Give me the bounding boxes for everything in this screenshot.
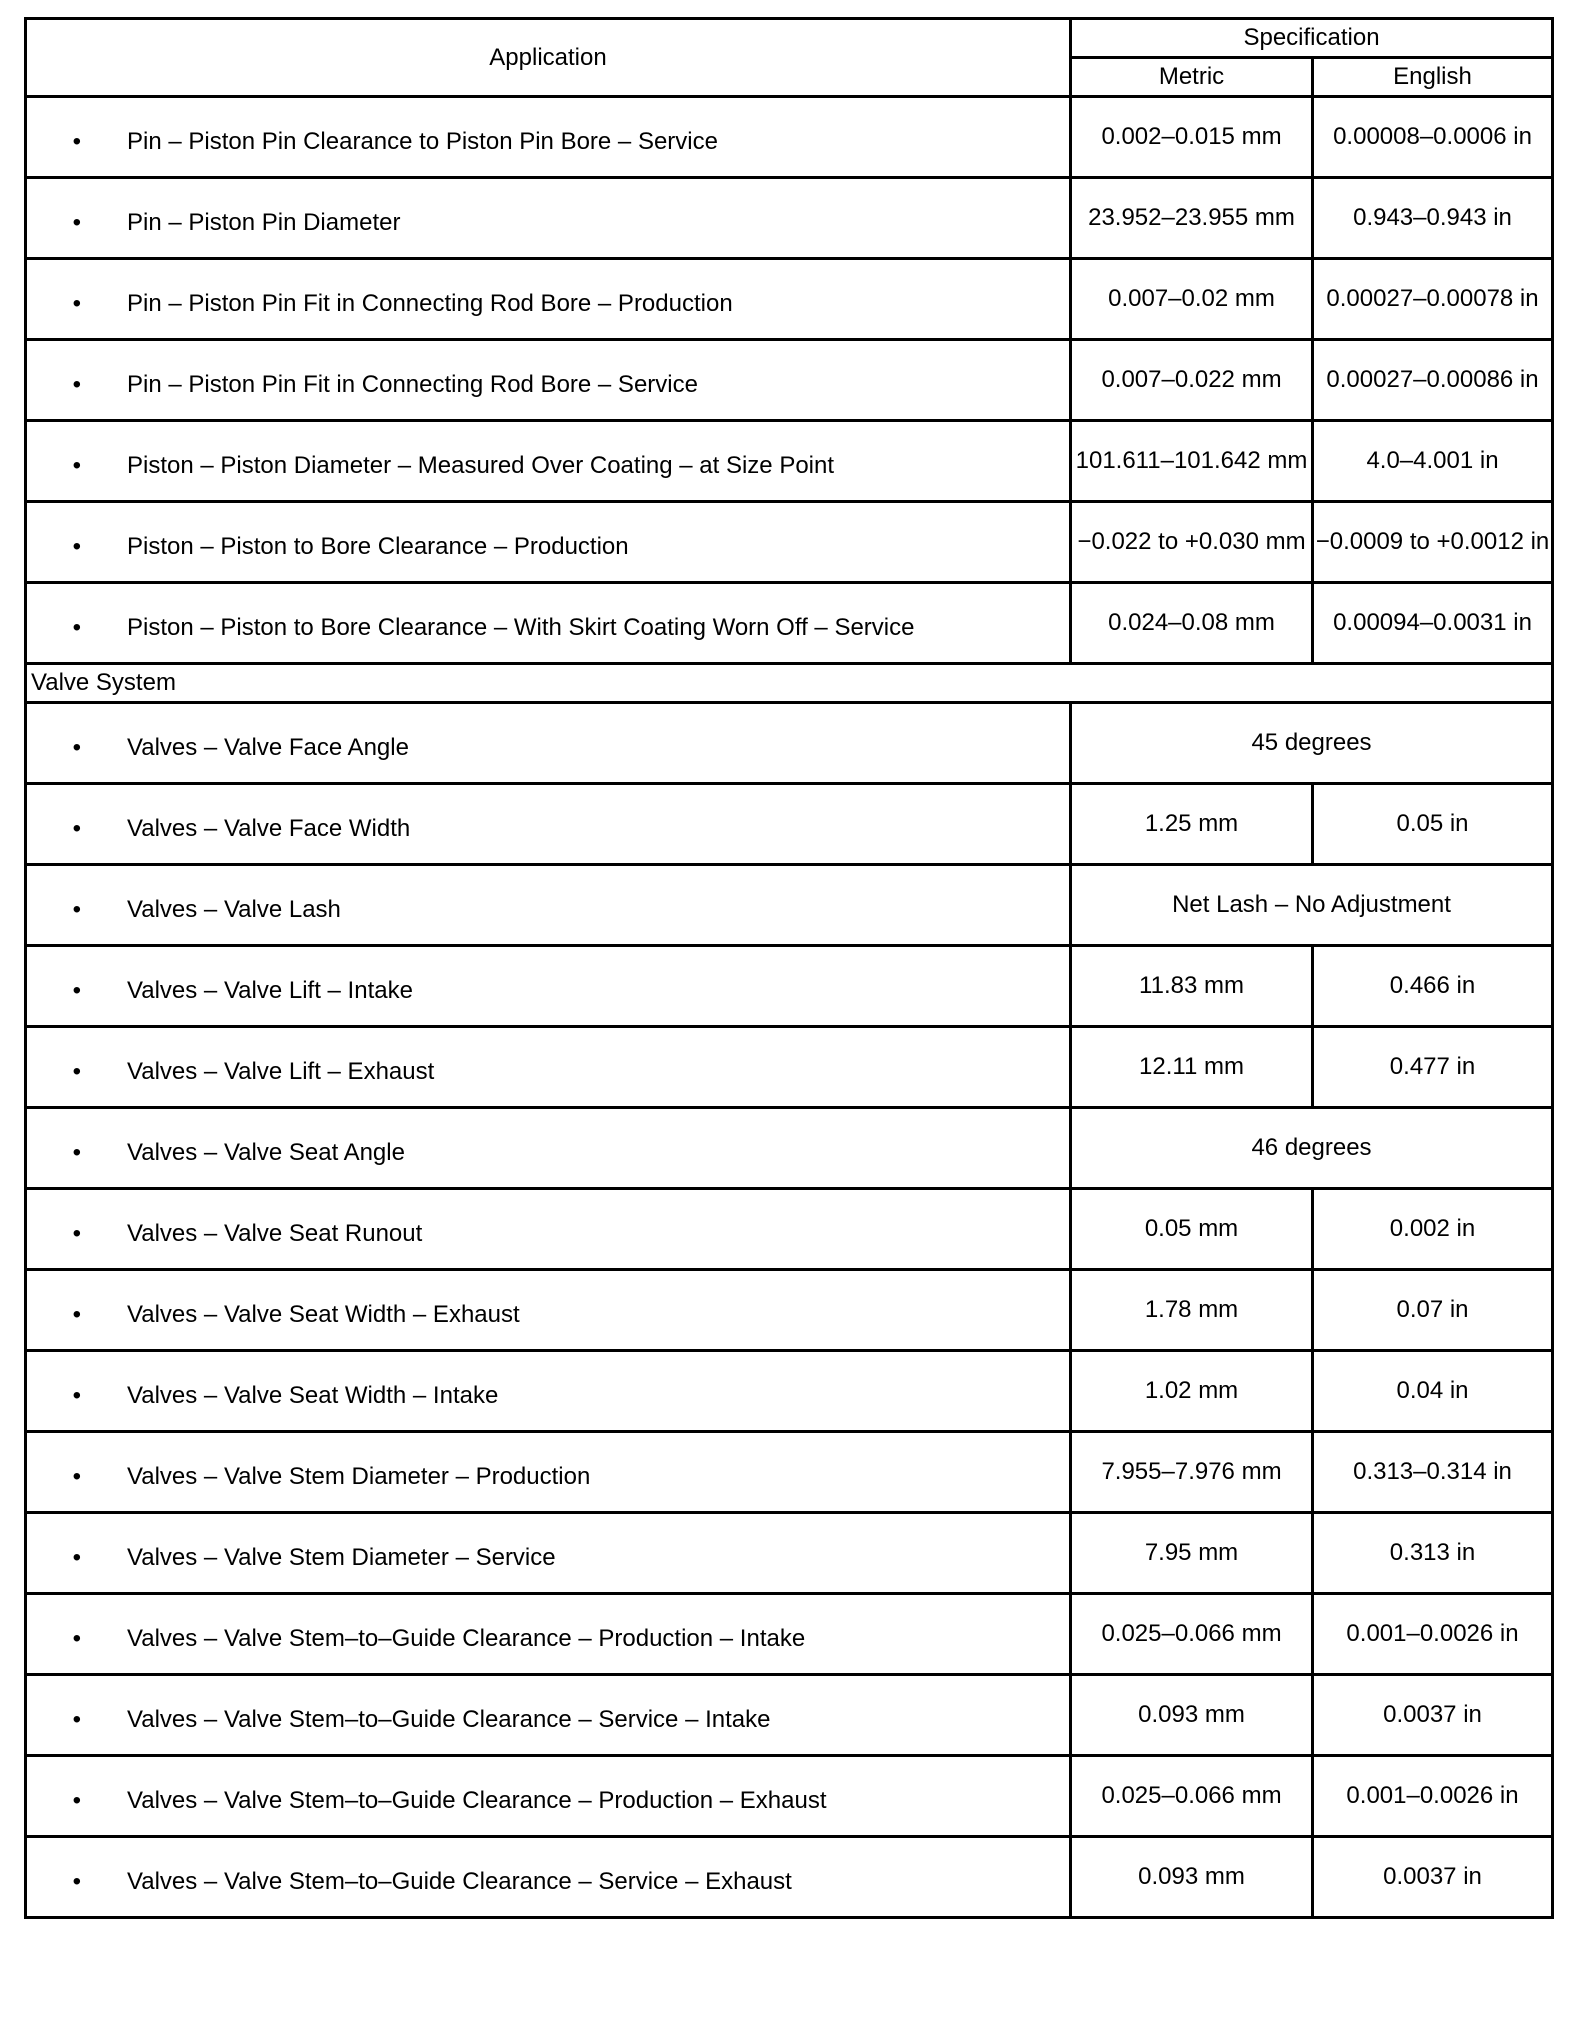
english-cell: 0.002 in (1313, 1189, 1553, 1270)
table-row (26, 1594, 1553, 1675)
application-text: Piston – Piston to Bore Clearance – Production (127, 533, 629, 560)
application-cell (26, 502, 1071, 583)
table-row (26, 1756, 1553, 1837)
metric-cell: 1.25 mm (1071, 784, 1313, 865)
table-row (26, 259, 1553, 340)
section-title-valve-system: Valve System (26, 664, 1553, 703)
english-header: English (1313, 58, 1553, 97)
metric-header: Metric (1071, 58, 1313, 97)
bullet-icon: • (72, 1301, 81, 1328)
table-row (26, 1189, 1553, 1270)
application-text: Pin – Piston Pin Diameter (127, 209, 401, 236)
valve-rows (26, 703, 1553, 1918)
table-row (26, 865, 1553, 946)
application-text: Valves – Valve Lash (127, 896, 341, 923)
bullet-icon: • (72, 1058, 81, 1085)
application-text: Valves – Valve Seat Runout (127, 1220, 423, 1247)
english-cell: 0.313–0.314 in (1313, 1432, 1553, 1513)
metric-cell: 23.952–23.955 mm (1071, 178, 1313, 259)
application-text: Valves – Valve Stem Diameter – Production (127, 1463, 591, 1490)
application-cell (26, 784, 1071, 865)
bullet-icon: • (72, 290, 81, 317)
english-cell: 4.0–4.001 in (1313, 421, 1553, 502)
metric-cell: 0.007–0.022 mm (1071, 340, 1313, 421)
english-cell: 0.313 in (1313, 1513, 1553, 1594)
metric-cell: 1.02 mm (1071, 1351, 1313, 1432)
bullet-icon: • (72, 1706, 81, 1733)
bullet-icon: • (72, 1139, 81, 1166)
table-row (26, 421, 1553, 502)
metric-cell: 0.093 mm (1071, 1675, 1313, 1756)
application-cell (26, 1270, 1071, 1351)
section-row (26, 664, 1553, 703)
metric-cell: 0.002–0.015 mm (1071, 97, 1313, 178)
application-cell (26, 1837, 1071, 1918)
application-text: Pin – Piston Pin Fit in Connecting Rod Bore – Service (127, 371, 698, 398)
metric-cell: 12.11 mm (1071, 1027, 1313, 1108)
application-cell (26, 1027, 1071, 1108)
english-cell: 0.001–0.0026 in (1313, 1594, 1553, 1675)
table-row (26, 1108, 1553, 1189)
english-cell: 0.0037 in (1313, 1837, 1553, 1918)
application-cell (26, 1756, 1071, 1837)
bullet-icon: • (72, 533, 81, 560)
english-cell: −0.0009 to +0.0012 in (1313, 502, 1553, 583)
application-cell (26, 421, 1071, 502)
metric-cell: 11.83 mm (1071, 946, 1313, 1027)
application-cell (26, 340, 1071, 421)
application-cell (26, 946, 1071, 1027)
metric-cell: 7.955–7.976 mm (1071, 1432, 1313, 1513)
english-cell: 0.477 in (1313, 1027, 1553, 1108)
bullet-icon: • (72, 734, 81, 761)
table-row (26, 1675, 1553, 1756)
application-text: Valves – Valve Stem–to–Guide Clearance – Production – Intake (127, 1625, 806, 1652)
bullet-icon: • (72, 1544, 81, 1571)
application-cell (26, 1189, 1071, 1270)
combined-spec-cell: 45 degrees (1071, 703, 1553, 784)
bullet-icon: • (72, 1787, 81, 1814)
table-header (26, 19, 1553, 97)
application-cell (26, 1513, 1071, 1594)
application-text: Valves – Valve Lift – Intake (127, 977, 413, 1004)
table-row (26, 97, 1553, 178)
english-cell: 0.943–0.943 in (1313, 178, 1553, 259)
metric-cell: 0.007–0.02 mm (1071, 259, 1313, 340)
application-text: Valves – Valve Lift – Exhaust (127, 1058, 435, 1085)
application-text: Pin – Piston Pin Fit in Connecting Rod Bore – Production (127, 290, 733, 317)
application-text: Valves – Valve Stem–to–Guide Clearance – Service – Intake (127, 1706, 771, 1733)
table-row (26, 703, 1553, 784)
table-row (26, 502, 1553, 583)
application-text: Piston – Piston to Bore Clearance – With Skirt Coating Worn Off – Service (127, 614, 915, 641)
table-row (26, 1513, 1553, 1594)
valve-section (26, 664, 1553, 703)
english-cell: 0.0037 in (1313, 1675, 1553, 1756)
combined-spec-cell: Net Lash – No Adjustment (1071, 865, 1553, 946)
application-header: Application (26, 19, 1071, 97)
combined-spec-cell: 46 degrees (1071, 1108, 1553, 1189)
metric-cell: 0.025–0.066 mm (1071, 1756, 1313, 1837)
application-text: Piston – Piston Diameter – Measured Over Coating – at Size Point (127, 452, 835, 479)
bullet-icon: • (72, 1625, 81, 1652)
application-text: Valves – Valve Stem–to–Guide Clearance – Service – Exhaust (127, 1868, 792, 1895)
application-text: Valves – Valve Face Angle (127, 734, 409, 761)
metric-cell: 101.611–101.642 mm (1071, 421, 1313, 502)
application-cell (26, 583, 1071, 664)
application-cell (26, 1432, 1071, 1513)
bullet-icon: • (72, 1868, 81, 1895)
bullet-icon: • (72, 815, 81, 842)
metric-cell: 1.78 mm (1071, 1270, 1313, 1351)
table-row (26, 178, 1553, 259)
bullet-icon: • (72, 209, 81, 236)
english-cell: 0.00094–0.0031 in (1313, 583, 1553, 664)
table-row (26, 1432, 1553, 1513)
application-cell (26, 1675, 1071, 1756)
table-row (26, 784, 1553, 865)
application-text: Valves – Valve Stem Diameter – Service (127, 1544, 556, 1571)
application-text: Valves – Valve Stem–to–Guide Clearance – Production – Exhaust (127, 1787, 827, 1814)
specification-table (24, 17, 1554, 1919)
english-cell: 0.07 in (1313, 1270, 1553, 1351)
application-cell (26, 1351, 1071, 1432)
piston-rows (26, 97, 1553, 664)
application-cell (26, 97, 1071, 178)
bullet-icon: • (72, 1382, 81, 1409)
bullet-icon: • (72, 452, 81, 479)
table-row (26, 1027, 1553, 1108)
application-text: Valves – Valve Seat Width – Intake (127, 1382, 499, 1409)
bullet-icon: • (72, 614, 81, 641)
application-cell (26, 259, 1071, 340)
bullet-icon: • (72, 371, 81, 398)
bullet-icon: • (72, 1220, 81, 1247)
metric-cell: −0.022 to +0.030 mm (1071, 502, 1313, 583)
metric-cell: 0.05 mm (1071, 1189, 1313, 1270)
metric-cell: 7.95 mm (1071, 1513, 1313, 1594)
bullet-icon: • (72, 1463, 81, 1490)
bullet-icon: • (72, 977, 81, 1004)
table-row (26, 1351, 1553, 1432)
application-text: Valves – Valve Seat Angle (127, 1139, 405, 1166)
table-row (26, 1837, 1553, 1918)
application-cell (26, 1108, 1071, 1189)
metric-cell: 0.093 mm (1071, 1837, 1313, 1918)
application-cell (26, 1594, 1071, 1675)
bullet-icon: • (72, 128, 81, 155)
english-cell: 0.05 in (1313, 784, 1553, 865)
metric-cell: 0.025–0.066 mm (1071, 1594, 1313, 1675)
application-cell (26, 178, 1071, 259)
bullet-icon: • (72, 896, 81, 923)
table-row (26, 583, 1553, 664)
application-cell (26, 865, 1071, 946)
metric-cell: 0.024–0.08 mm (1071, 583, 1313, 664)
english-cell: 0.00027–0.00086 in (1313, 340, 1553, 421)
application-text: Pin – Piston Pin Clearance to Piston Pin Bore – Service (127, 128, 718, 155)
english-cell: 0.04 in (1313, 1351, 1553, 1432)
english-cell: 0.466 in (1313, 946, 1553, 1027)
application-cell (26, 703, 1071, 784)
table-row (26, 946, 1553, 1027)
specification-header: Specification (1071, 19, 1553, 58)
table-row (26, 1270, 1553, 1351)
english-cell: 0.00027–0.00078 in (1313, 259, 1553, 340)
table-row (26, 340, 1553, 421)
english-cell: 0.00008–0.0006 in (1313, 97, 1553, 178)
application-text: Valves – Valve Face Width (127, 815, 411, 842)
application-text: Valves – Valve Seat Width – Exhaust (127, 1301, 520, 1328)
english-cell: 0.001–0.0026 in (1313, 1756, 1553, 1837)
